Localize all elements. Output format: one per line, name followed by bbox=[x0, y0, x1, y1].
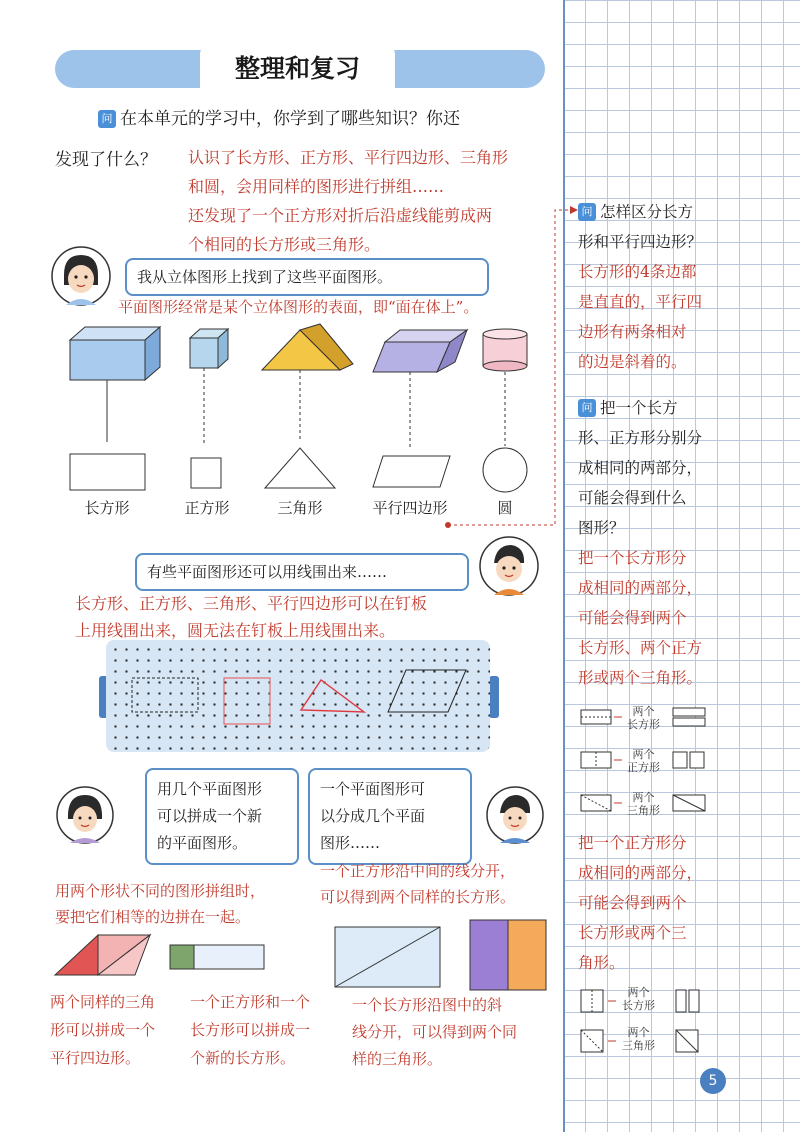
side-answer-3 bbox=[578, 828, 748, 978]
mini-label-line: 三角形 bbox=[622, 1039, 655, 1052]
mini-label-line: 两个 bbox=[627, 986, 650, 999]
board-triangle bbox=[301, 680, 364, 712]
mini-label bbox=[622, 986, 655, 1012]
side-a2-line: 成相同的两部分， bbox=[578, 579, 703, 597]
triangle-shape bbox=[265, 448, 335, 488]
board-square bbox=[224, 678, 270, 724]
label-triangle: 三角形 bbox=[277, 499, 323, 517]
mini-label-line: 两个 bbox=[632, 748, 655, 761]
square-rect-note bbox=[190, 988, 310, 1072]
side-q1-line: 怎样区分长方 bbox=[600, 203, 694, 221]
parallelogram-shape bbox=[373, 456, 450, 487]
mini-label-line: 长方形 bbox=[627, 718, 660, 731]
cuboid-solid bbox=[70, 327, 160, 380]
boy-speech-bubble: 有些平面图形还可以用线围出来…… bbox=[135, 553, 469, 591]
grid-margin-line bbox=[563, 0, 565, 1132]
side-q2-line: 图形？ bbox=[578, 519, 625, 537]
mini-label-line: 两个 bbox=[627, 1026, 650, 1039]
question-badge: 问 bbox=[98, 110, 116, 128]
note-line: 一个正方形和一个 bbox=[190, 993, 311, 1011]
mini-label bbox=[627, 748, 660, 774]
bubble-line: 以分成几个平面 bbox=[320, 807, 426, 825]
side-q2-line: 成相同的两部分， bbox=[578, 459, 703, 477]
side-question-1 bbox=[578, 197, 748, 257]
side-answer-2 bbox=[578, 543, 748, 693]
boy2-avatar-icon bbox=[485, 785, 545, 845]
bubble-line: 可以拼成一个新 bbox=[157, 807, 263, 825]
mini-label bbox=[622, 1026, 655, 1052]
rect-split-diagrams bbox=[578, 700, 758, 825]
side-a3-line: 可能会得到两个 bbox=[578, 894, 687, 912]
note-line: 一个正方形沿中间的线分开， bbox=[320, 862, 516, 880]
page-title: 整理和复习 bbox=[200, 46, 395, 90]
side-a2-line: 把一个长方形分 bbox=[578, 549, 687, 567]
side-q1-line: 形和平行四边形？ bbox=[578, 233, 703, 251]
orange-half bbox=[508, 920, 546, 990]
note-line: 两个同样的三角 bbox=[50, 993, 156, 1011]
triangles-note bbox=[50, 988, 155, 1072]
split-bubble bbox=[308, 768, 472, 865]
side-answer-1 bbox=[578, 257, 748, 377]
note-line: 个新的长方形。 bbox=[190, 1049, 296, 1067]
label-circle: 圆 bbox=[497, 499, 513, 517]
side-q1-badge: 问 bbox=[578, 203, 596, 221]
note-line: 形可以拼成一个 bbox=[50, 1021, 156, 1039]
cube-solid bbox=[190, 329, 228, 368]
note-line: 样的三角形。 bbox=[352, 1050, 443, 1068]
mini-label-line: 两个 bbox=[632, 705, 655, 718]
girl-speech-bubble: 我从立体图形上找到了这些平面图形。 bbox=[125, 258, 489, 296]
answer-line: 认识了长方形、正方形、平行四边形、三角形 bbox=[188, 148, 509, 167]
mini-label bbox=[627, 791, 660, 817]
mini-label bbox=[627, 705, 660, 731]
geoboard-shapes bbox=[106, 640, 490, 752]
side-q2-line: 形、正方形分别分 bbox=[578, 429, 703, 447]
board-parallelogram bbox=[388, 670, 466, 712]
note-line: 平行四边形。 bbox=[50, 1049, 141, 1067]
side-a3-line: 成相同的两部分， bbox=[578, 864, 703, 882]
side-a1-line: 是直直的，平行四 bbox=[578, 293, 703, 311]
girl2-avatar-icon bbox=[55, 785, 115, 845]
note-line: 线分开，可以得到两个同 bbox=[352, 1023, 518, 1041]
boy-note bbox=[75, 590, 427, 644]
note-line: 可以得到两个同样的长方形。 bbox=[320, 888, 516, 906]
side-q2-line: 可能会得到什么 bbox=[578, 489, 687, 507]
mini-label-line: 长方形 bbox=[622, 999, 655, 1012]
note-line: 用两个形状不同的图形拼组时， bbox=[55, 882, 266, 900]
side-a3-line: 角形。 bbox=[578, 954, 625, 972]
side-a1-line: 边形有两条相对 bbox=[578, 323, 687, 341]
square-split-diagrams bbox=[578, 985, 758, 1065]
side-a3-line: 把一个正方形分 bbox=[578, 834, 687, 852]
bubble-line: 图形…… bbox=[320, 834, 381, 852]
boy-note-line: 上用线围出来，圆无法在钉板上用线围出来。 bbox=[75, 621, 396, 640]
mini-label-line: 两个 bbox=[632, 791, 655, 804]
side-q2-line: 把一个长方 bbox=[600, 399, 678, 417]
rectangle-shape bbox=[70, 454, 145, 490]
side-a2-line: 形或两个三角形。 bbox=[578, 669, 703, 687]
side-a2-line: 可能会得到两个 bbox=[578, 609, 687, 627]
square-shape bbox=[191, 458, 221, 488]
main-question-cont: 发现了什么？ bbox=[55, 150, 157, 170]
note-line: 要把它们相等的边拼在一起。 bbox=[55, 908, 251, 926]
combine-bubble bbox=[145, 768, 299, 865]
answer-line: 个相同的长方形或三角形。 bbox=[188, 235, 381, 254]
side-a2-line: 长方形、两个正方 bbox=[578, 639, 703, 657]
mini-label-line: 正方形 bbox=[627, 761, 660, 774]
boy-note-line: 长方形、正方形、三角形、平行四边形可以在钉板 bbox=[75, 594, 428, 613]
split-square-note bbox=[320, 858, 515, 910]
girl-note: 平面图形经常是某个立体图形的表面，即“面在体上”。 bbox=[118, 298, 479, 316]
board-handle-right bbox=[489, 676, 499, 718]
side-a1-line: 长方形的4条边都 bbox=[578, 263, 697, 281]
mini-label-line: 三角形 bbox=[627, 804, 660, 817]
answer-line: 和圆，会用同样的图形进行拼组…… bbox=[188, 177, 445, 196]
bubble-line: 用几个平面图形 bbox=[157, 780, 263, 798]
diag-note bbox=[352, 992, 517, 1073]
side-q2-badge: 问 bbox=[578, 399, 596, 417]
note-line: 一个长方形沿图中的斜 bbox=[352, 996, 503, 1014]
prism-solid bbox=[262, 324, 353, 370]
side-question-2 bbox=[578, 393, 748, 543]
label-square: 正方形 bbox=[184, 499, 230, 517]
connector-line bbox=[440, 205, 580, 535]
bubble-line: 一个平面图形可 bbox=[320, 780, 426, 798]
label-parallelogram: 平行四边形 bbox=[372, 499, 448, 517]
note-line: 长方形可以拼成一 bbox=[190, 1021, 311, 1039]
green-square bbox=[170, 945, 194, 969]
bubble-line: 的平面图形。 bbox=[157, 834, 248, 852]
red-triangle bbox=[55, 935, 98, 975]
blue-rect bbox=[194, 945, 264, 969]
side-a3-line: 长方形或两个三 bbox=[578, 924, 687, 942]
answer-line: 还发现了一个正方形对折后沿虚线能剪成两 bbox=[188, 206, 493, 225]
label-rectangle: 长方形 bbox=[84, 499, 130, 517]
purple-half bbox=[470, 920, 508, 990]
side-a1-line: 的边是斜着的。 bbox=[578, 353, 687, 371]
main-question bbox=[98, 104, 558, 134]
boy-avatar-icon bbox=[478, 535, 540, 597]
main-question-text: 在本单元的学习中，你学到了哪些知识？你还 bbox=[120, 109, 460, 129]
board-rectangle bbox=[132, 678, 198, 712]
girl-avatar-icon bbox=[50, 245, 112, 307]
page-number: 5 bbox=[700, 1068, 726, 1094]
